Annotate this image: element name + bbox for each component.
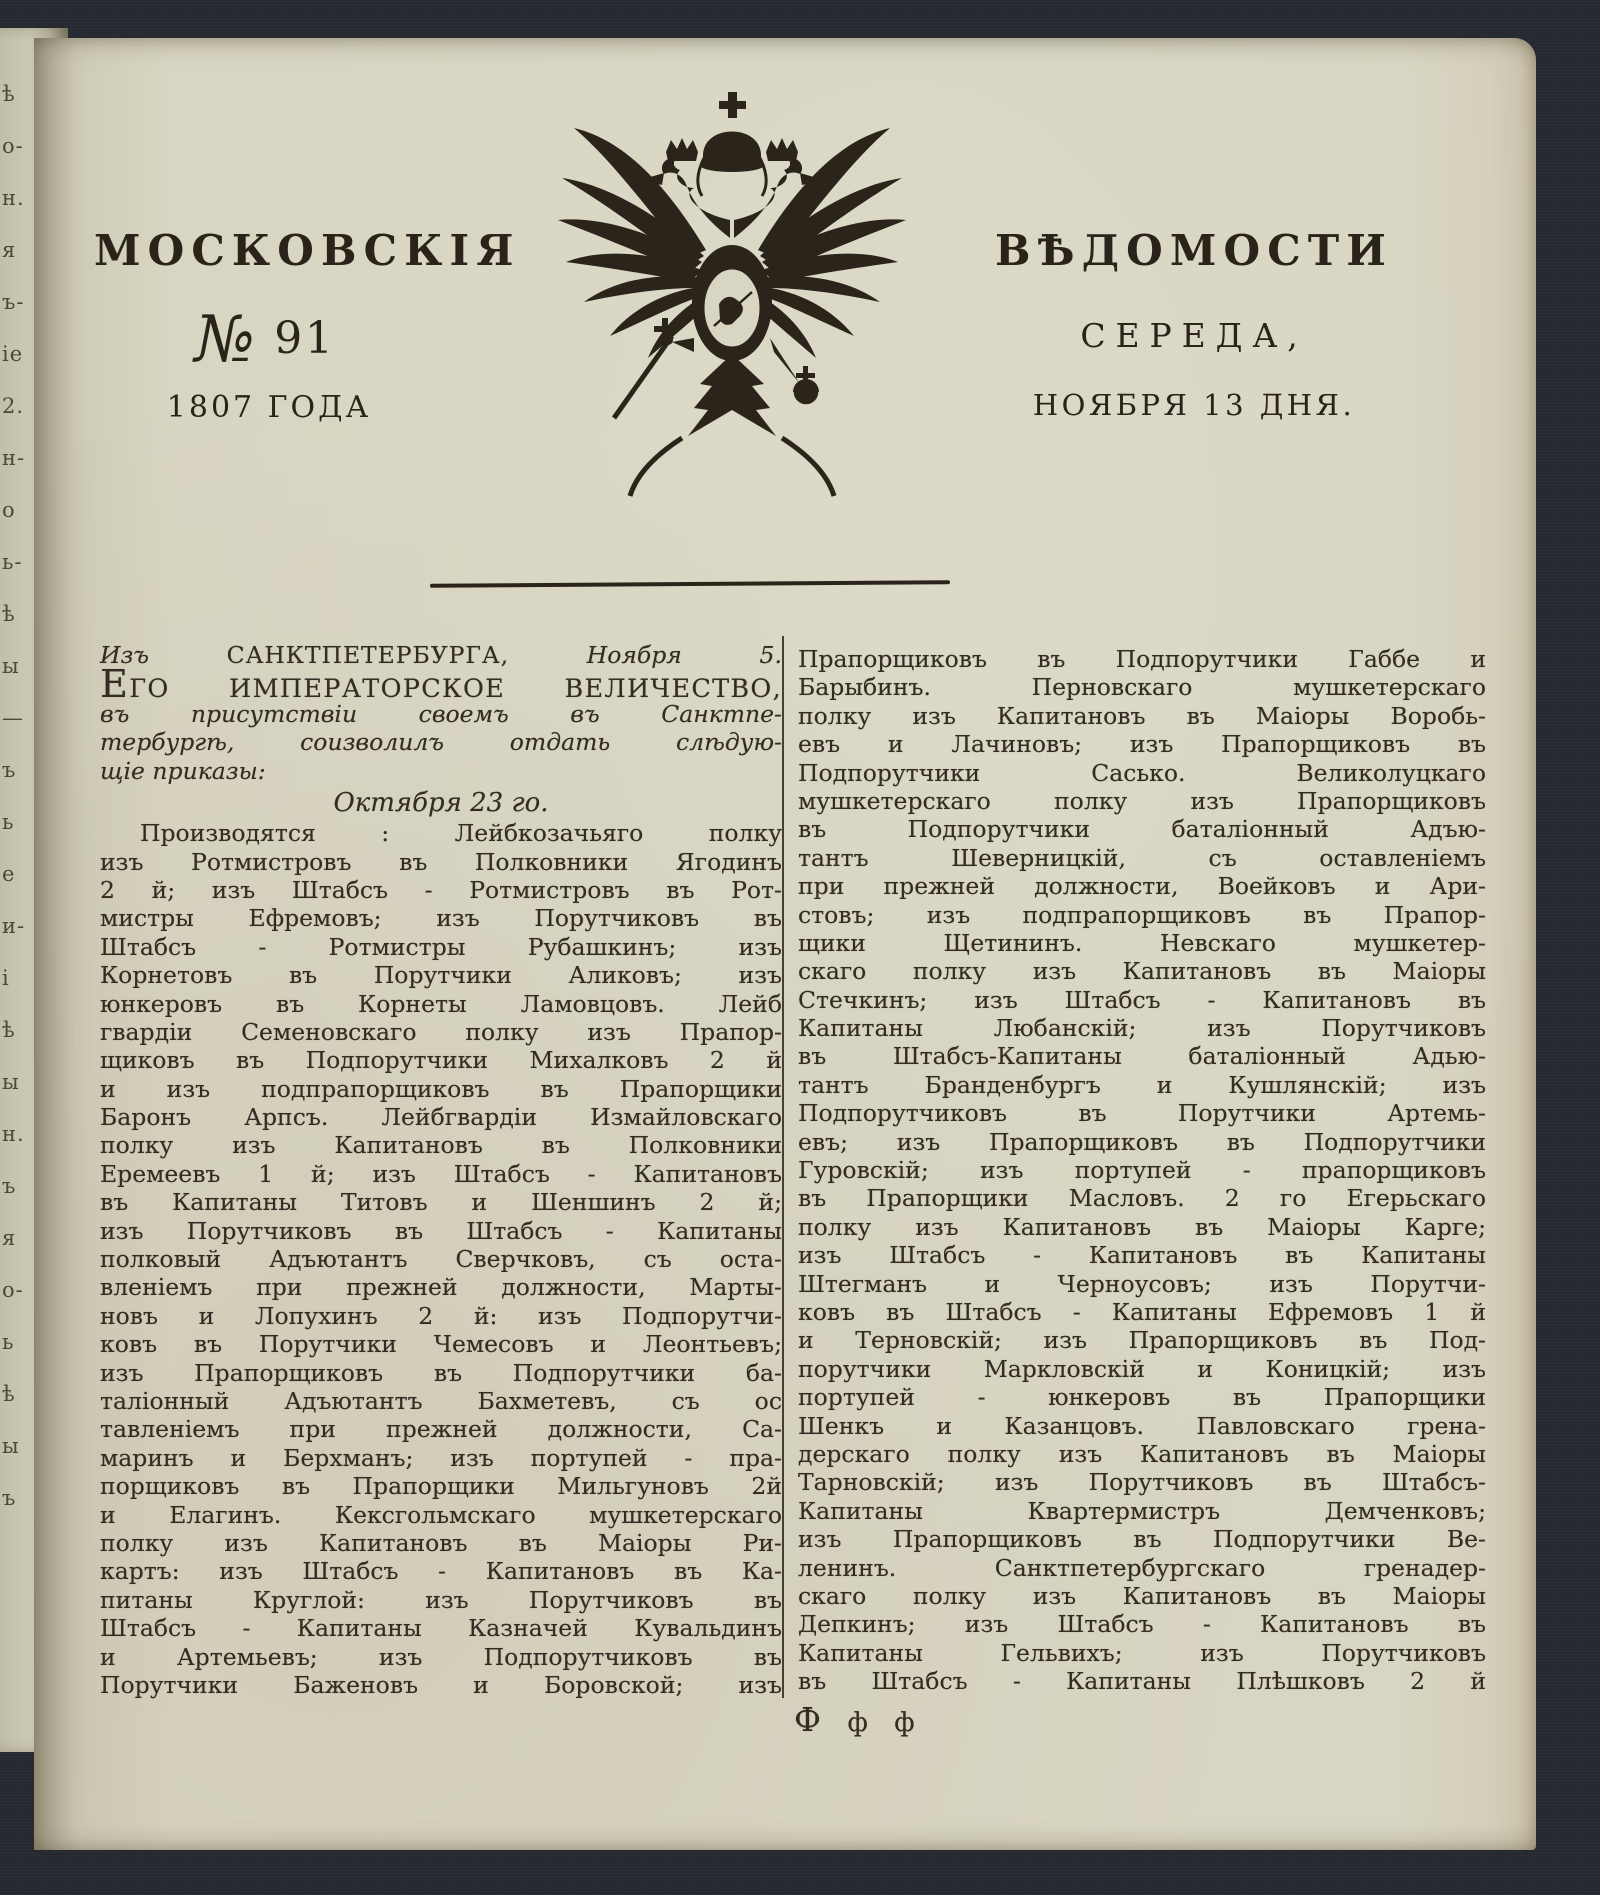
text-line: полку изъ Капитановъ въ Маіоры Ри- bbox=[100, 1528, 782, 1557]
spine-text-fragment: ь bbox=[2, 1330, 15, 1354]
numero-symbol: № bbox=[194, 303, 256, 377]
issue-number bbox=[120, 300, 410, 380]
shield-with-horseman bbox=[703, 268, 761, 348]
spine-text-fragment: н. bbox=[2, 186, 25, 210]
spine-text-fragment: и- bbox=[2, 914, 26, 938]
text-line: и изъ подпрапорщиковъ въ Прапорщики bbox=[100, 1074, 782, 1103]
right-column bbox=[794, 645, 1486, 1740]
spine-text-fragment: іе bbox=[2, 342, 24, 366]
text-line: питаны Круглой: изъ Порутчиковъ въ bbox=[100, 1585, 782, 1614]
masthead-rule bbox=[430, 580, 950, 588]
scepter bbox=[614, 318, 676, 418]
text-line: таліонный Адъютантъ Бахметевъ, съ ос bbox=[100, 1386, 782, 1415]
text-line: тавленіемъ при прежней должности, Са- bbox=[100, 1415, 782, 1444]
spine-text-fragment: я bbox=[2, 238, 17, 262]
text-line: тербургѣ, соизволилъ отдать слѣдую- bbox=[100, 728, 782, 757]
left-column bbox=[100, 640, 782, 1699]
spine-text-fragments bbox=[0, 68, 30, 1524]
imperial-double-eagle-emblem bbox=[554, 88, 910, 508]
text-line: евъ и Лачиновъ; изъ Прапорщиковъ въ bbox=[798, 730, 1486, 759]
orb bbox=[793, 366, 819, 405]
text-line: Капитаны Любанскій; изъ Порутчиковъ bbox=[798, 1014, 1486, 1043]
text-line: Баронъ Арпсъ. Лейбгвардіи Измайловскаго bbox=[100, 1103, 782, 1132]
text-line: маринъ и Берхманъ; изъ портупей - пра- bbox=[100, 1443, 782, 1472]
text-line: изъ Штабсъ - Капитановъ въ Капитаны bbox=[798, 1241, 1486, 1270]
text-line: Штабсъ - Ротмистры Рубашкинъ; изъ bbox=[100, 932, 782, 961]
spine-text-fragment: о bbox=[2, 498, 16, 522]
text-line: въ Подпорутчики баталіонный Адъю- bbox=[798, 815, 1486, 844]
text-line: стовъ; изъ подпрапорщиковъ въ Прапор- bbox=[798, 900, 1486, 929]
text-line: гвардіи Семеновскаго полку изъ Прапор- bbox=[100, 1017, 782, 1046]
text-line: скаго полку изъ Капитановъ въ Маіоры bbox=[798, 957, 1486, 986]
spine-text-fragment: ы bbox=[2, 1434, 20, 1458]
section-heading: Октября 23 го. bbox=[333, 788, 549, 819]
text-line: при прежней должности, Воейковъ и Ари- bbox=[798, 872, 1486, 901]
text-line: Шенкъ и Казанцовъ. Павловскаго грена- bbox=[798, 1411, 1486, 1440]
text-line: скаго полку изъ Капитановъ въ Маіоры bbox=[798, 1581, 1486, 1610]
intro-last-line: щіе приказы: bbox=[100, 756, 266, 785]
year-line: 1807 ГОДА bbox=[166, 390, 372, 425]
text-line: Гуровскій; изъ портупей - прапорщиковъ bbox=[798, 1156, 1486, 1185]
text-line: Еремеевъ 1 й; изъ Штабсъ - Капитановъ bbox=[100, 1159, 782, 1188]
text-line: Производятся : Лейбкозачьяго полку bbox=[140, 819, 782, 848]
text-line: Капитаны Гельвихъ; изъ Порутчиковъ bbox=[798, 1638, 1486, 1667]
text-line: изъ Прапорщиковъ въ Подпорутчики ба- bbox=[100, 1358, 782, 1387]
text-line: юнкеровъ въ Корнеты Ламовцовъ. Лейб bbox=[100, 989, 782, 1018]
text-line: полку изъ Капитановъ въ Маіоры Воробь- bbox=[798, 701, 1486, 730]
text-line: изъ Прапорщиковъ въ Подпорутчики Ве- bbox=[798, 1525, 1486, 1554]
text-line: и Елагинъ. Кексгольмскаго мушкетерскаго bbox=[100, 1500, 782, 1529]
text-line: въ Прапорщики Масловъ. 2 го Егерьскаго bbox=[798, 1184, 1486, 1213]
text-line: мушкетерскаго полку изъ Прапорщиковъ bbox=[798, 786, 1486, 815]
text-line: Стечкинъ; изъ Штабсъ - Капитановъ въ bbox=[798, 985, 1486, 1014]
newspaper-page bbox=[34, 38, 1536, 1850]
spine-text-fragment: 2. bbox=[2, 394, 25, 418]
spine-text-fragment: ъ bbox=[2, 1174, 17, 1198]
text-line: полку изъ Капитановъ въ Полковники bbox=[100, 1131, 782, 1160]
text-line: въ присутствіи своемъ въ Санктпе- bbox=[100, 700, 782, 728]
text-line: Тарновскій; изъ Порутчиковъ въ Штабсъ- bbox=[798, 1468, 1486, 1497]
spine-text-fragment: ь bbox=[2, 810, 15, 834]
spine-text-fragment: ѣ bbox=[2, 1382, 16, 1406]
text-line: Подпорутчики Сасько. Великолуцкаго bbox=[798, 758, 1486, 787]
text-line: дерскаго полку изъ Капитановъ въ Маіоры bbox=[798, 1439, 1486, 1468]
spine-text-fragment: я bbox=[2, 1226, 17, 1250]
spine-text-fragment: ы bbox=[2, 1070, 20, 1094]
text-line: тантъ Бранденбургъ и Кушлянскій; изъ bbox=[798, 1070, 1486, 1099]
text-line: Порутчики Баженовъ и Боровской; изъ bbox=[100, 1670, 782, 1699]
text-line: и Артемьевъ; изъ Подпорутчиковъ въ bbox=[100, 1642, 782, 1671]
spine-text-fragment: і bbox=[2, 966, 10, 990]
spine-text-fragment: н. bbox=[2, 1122, 25, 1146]
text-line: полку изъ Капитановъ въ Маіоры Карге; bbox=[798, 1212, 1486, 1241]
spine-text-fragment: ь- bbox=[2, 550, 23, 574]
text-line: вленіемъ при прежней должности, Марты- bbox=[100, 1273, 782, 1302]
text-line: полковый Адъютантъ Сверчковъ, съ оста- bbox=[100, 1245, 782, 1274]
imperial-crown bbox=[698, 92, 767, 196]
left-body-lines bbox=[100, 819, 782, 1699]
column-divider bbox=[782, 636, 784, 1698]
text-line: портупей - юнкеровъ въ Прапорщики bbox=[798, 1383, 1486, 1412]
text-line: Депкинъ; изъ Штабсъ - Капитановъ въ bbox=[798, 1610, 1486, 1639]
spine-text-fragment: — bbox=[2, 706, 24, 730]
spine-text-fragment: н- bbox=[2, 446, 26, 470]
intro-lines bbox=[100, 700, 782, 757]
text-line: щики Щетининъ. Невскаго мушкетер- bbox=[798, 928, 1486, 957]
majesty-line: ЕГО ИМПЕРАТОРСКОЕ ВЕЛИЧЕСТВО, bbox=[100, 662, 782, 707]
spine-text-fragment: ѣ bbox=[2, 602, 16, 626]
text-line: ковъ въ Порутчики Чемесовъ и Леонтьевъ; bbox=[100, 1330, 782, 1359]
right-body-lines bbox=[798, 645, 1486, 1695]
text-line: Штабсъ - Капитаны Казначей Кувальдинъ bbox=[100, 1614, 782, 1643]
article-dateline bbox=[100, 640, 782, 670]
weekday-line: СЕРЕДА, bbox=[1080, 316, 1308, 355]
text-line: 2 й; изъ Штабсъ - Ротмистровъ въ Рот- bbox=[100, 875, 782, 904]
text-line: Прапорщиковъ въ Подпорутчики Габбе и bbox=[798, 645, 1486, 673]
spine-text-fragment: ы bbox=[2, 654, 20, 678]
spine-text-fragment: ъ- bbox=[2, 290, 25, 314]
text-line: щиковъ въ Подпорутчики Михалковъ 2 й bbox=[100, 1046, 782, 1075]
dateline-date: Ноября 5. bbox=[586, 641, 782, 669]
text-line: Капитаны Квартермистръ Демченковъ; bbox=[798, 1496, 1486, 1525]
text-line: евъ; изъ Прапорщиковъ въ Подпорутчики bbox=[798, 1127, 1486, 1156]
dateline-place: САНКТПЕТЕРБУРГА, bbox=[226, 641, 510, 669]
spine-text-fragment: о- bbox=[2, 1278, 24, 1302]
text-line: и Терновскій; изъ Прапорщиковъ въ Под- bbox=[798, 1326, 1486, 1355]
masthead-title-left: МОСКОВСКІЯ bbox=[94, 226, 521, 275]
spine-text-fragment: о- bbox=[2, 134, 24, 158]
text-line: порщиковъ въ Прапорщики Мильгуновъ 2й bbox=[100, 1472, 782, 1501]
text-line: изъ Порутчиковъ въ Штабсъ - Капитаны bbox=[100, 1216, 782, 1245]
text-line: въ Штабсъ-Капитаны баталіонный Адью- bbox=[798, 1042, 1486, 1071]
text-line: Корнетовъ въ Порутчики Аликовъ; изъ bbox=[100, 961, 782, 990]
spine-text-fragment: ѣ bbox=[2, 82, 16, 106]
text-line: новъ и Лопухинъ 2 й: изъ Подпорутчи- bbox=[100, 1301, 782, 1330]
spine-text-fragment: ъ bbox=[2, 1486, 17, 1510]
text-line: картъ: изъ Штабсъ - Капитановъ въ Ка- bbox=[100, 1557, 782, 1586]
signature-catchword: Ф ф ф bbox=[794, 1701, 924, 1740]
text-line: мистры Ефремовъ; изъ Порутчиковъ въ bbox=[100, 904, 782, 933]
spine-text-fragment: ѣ bbox=[2, 1018, 16, 1042]
text-line: порутчики Маркловскій и Коницкій; изъ bbox=[798, 1354, 1486, 1383]
spine-text-fragment: ъ bbox=[2, 758, 17, 782]
dateline-prefix: Изъ bbox=[100, 641, 149, 669]
text-line: ковъ въ Штабсъ - Капитаны Ефремовъ 1 й bbox=[798, 1297, 1486, 1326]
issue-number-value: 91 bbox=[274, 313, 336, 364]
text-line: изъ Ротмистровъ въ Полковники Ягодинъ bbox=[100, 847, 782, 876]
masthead-title-right: ВѢДОМОСТИ bbox=[994, 226, 1394, 275]
text-line: Штегманъ и Черноусовъ; изъ Порутчи- bbox=[798, 1269, 1486, 1298]
spine-text-fragment: е bbox=[2, 862, 16, 886]
text-line: въ Капитаны Титовъ и Шеншинъ 2 й; bbox=[100, 1188, 782, 1217]
text-line: въ Штабсъ - Капитаны Плѣшковъ 2 й bbox=[798, 1667, 1486, 1696]
text-line: Подпорутчиковъ въ Порутчики Артемь- bbox=[798, 1099, 1486, 1128]
text-line: Барыбинъ. Перновскаго мушкетерскаго bbox=[798, 673, 1486, 702]
issue-date-line: НОЯБРЯ 13 ДНЯ. bbox=[1032, 388, 1356, 422]
text-line: тантъ Шеверницкій, съ оставленіемъ bbox=[798, 843, 1486, 872]
text-line: ленинъ. Санктпетербургскаго гренадер- bbox=[798, 1553, 1486, 1582]
